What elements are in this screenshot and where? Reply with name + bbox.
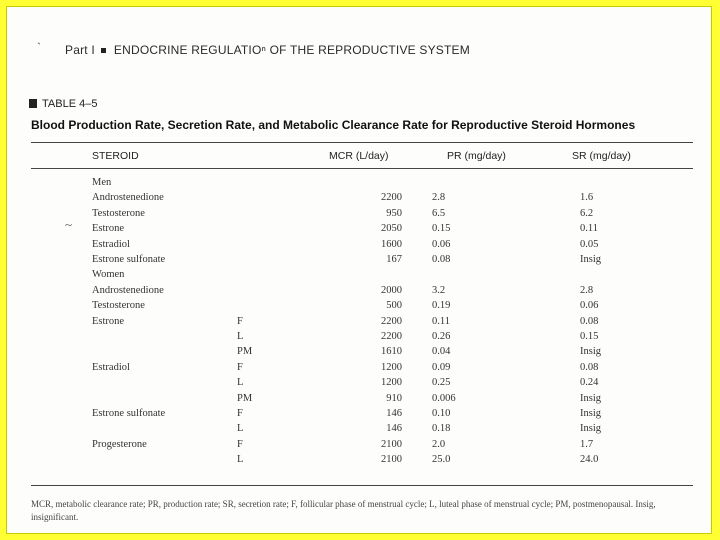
mcr-cell: 2100: [381, 454, 402, 466]
table-row: [7, 346, 712, 361]
steroid-cell: Estrone: [92, 315, 125, 327]
pr-cell: 0.18: [432, 423, 451, 435]
sr-cell: 0.08: [580, 315, 599, 327]
col-header-sr: SR (mg/day): [572, 150, 631, 162]
steroid-cell: Women: [92, 269, 125, 281]
mcr-cell: 2000: [381, 284, 402, 296]
scribble-mark: ~: [65, 217, 73, 232]
bullet-square-icon: [101, 48, 106, 53]
phase-cell: PM: [237, 346, 253, 358]
table-title: Blood Production Rate, Secretion Rate, and Metabolic Clearance Rate for Reproductive Steroid Hormones: [31, 118, 636, 132]
mcr-cell: 1610: [381, 346, 402, 358]
table-row: [7, 408, 712, 423]
table-row: [7, 285, 712, 300]
table-row: [7, 192, 712, 207]
steroid-cell: Testosterone: [92, 300, 145, 312]
mcr-cell: 146: [386, 423, 402, 435]
table-row: [7, 223, 712, 238]
bottom-rule: [31, 485, 693, 486]
mcr-cell: 950: [386, 207, 402, 219]
steroid-cell: Androstenedione: [92, 192, 164, 204]
sr-cell: 6.2: [580, 207, 594, 219]
mcr-cell: 2050: [381, 223, 402, 235]
pr-cell: 25.0: [432, 454, 451, 466]
steroid-cell: Androstenedione: [92, 284, 164, 296]
sr-cell: 0.05: [580, 238, 599, 250]
table-row: [7, 331, 712, 346]
phase-cell: F: [237, 438, 243, 450]
sr-cell: 1.7: [580, 438, 594, 450]
phase-cell: F: [237, 315, 243, 327]
header-rule: [31, 168, 693, 169]
mcr-cell: 500: [386, 300, 402, 312]
pr-cell: 0.006: [432, 392, 456, 404]
mcr-cell: 910: [386, 392, 402, 404]
pr-cell: 0.09: [432, 361, 451, 373]
phase-cell: L: [237, 454, 244, 466]
phase-cell: PM: [237, 392, 253, 404]
sr-cell: Insig: [580, 408, 601, 419]
pr-cell: 2.8: [432, 192, 446, 204]
part-label: Part I: [65, 43, 95, 57]
footnote: MCR, metabolic clearance rate; PR, production rate; SR, secretion rate; F, follicular phase of menstrual cycle; L, luteal phase of menstrual cycle; PM, postmenopausal. Insig, insignificant.: [31, 499, 656, 522]
top-rule: [31, 142, 693, 143]
table-row: [7, 254, 712, 269]
table-row: [7, 269, 712, 284]
mcr-cell: 2200: [381, 192, 402, 204]
sr-cell: 0.06: [580, 300, 599, 312]
sr-cell: 1.6: [580, 192, 594, 204]
col-header-mcr: MCR (L/day): [329, 150, 389, 162]
sr-cell: 24.0: [580, 454, 599, 466]
sr-cell: 0.15: [580, 331, 599, 342]
sr-cell: 2.8: [580, 284, 594, 296]
mcr-cell: 1200: [381, 377, 402, 389]
mcr-cell: 2200: [381, 331, 402, 342]
table-row: [7, 377, 712, 392]
steroid-cell: Estrone sulfonate: [92, 408, 166, 419]
col-header-pr: PR (mg/day): [447, 150, 506, 162]
table-row: [7, 316, 712, 331]
pr-cell: 0.08: [432, 254, 451, 265]
mcr-cell: 1200: [381, 361, 402, 373]
steroid-cell: Estrone sulfonate: [92, 254, 166, 265]
table-square-icon: [29, 99, 37, 108]
pr-cell: 3.2: [432, 284, 446, 296]
mcr-cell: 1600: [381, 238, 402, 250]
sr-cell: Insig: [580, 346, 601, 358]
steroid-cell: Progesterone: [92, 438, 147, 450]
mcr-cell: 2200: [381, 315, 402, 327]
steroid-cell: Men: [92, 177, 112, 188]
mcr-cell: 167: [386, 254, 402, 265]
phase-cell: L: [237, 331, 244, 342]
table-row: [7, 177, 712, 192]
table-row: [7, 208, 712, 223]
pr-cell: 0.11: [432, 315, 450, 327]
pr-cell: 0.10: [432, 408, 451, 419]
pr-cell: 0.25: [432, 377, 451, 389]
table-row: [7, 439, 712, 454]
page-mark: `: [37, 40, 41, 54]
chapter-title: ENDOCRINE REGULATIOⁿ OF THE REPRODUCTIVE SYSTEM: [113, 43, 470, 57]
table-row: [7, 300, 712, 315]
phase-cell: F: [237, 361, 243, 373]
pr-cell: 0.04: [432, 346, 451, 358]
sr-cell: Insig: [580, 423, 601, 435]
col-header-steroid: STEROID: [92, 150, 139, 162]
page: [6, 6, 712, 534]
table-row: [7, 239, 712, 254]
mcr-cell: 2100: [381, 438, 402, 450]
pr-cell: 0.06: [432, 238, 451, 250]
pr-cell: 0.26: [432, 331, 451, 342]
table-row: [7, 423, 712, 438]
table-number: TABLE 4–5: [42, 98, 98, 110]
phase-cell: L: [237, 423, 244, 435]
steroid-cell: Estradiol: [92, 238, 130, 250]
mcr-cell: 146: [386, 408, 402, 419]
phase-cell: L: [237, 377, 244, 389]
table-row: [7, 454, 712, 469]
running-header: [65, 43, 470, 57]
steroid-cell: Testosterone: [92, 207, 145, 219]
pr-cell: 0.15: [432, 223, 451, 235]
pr-cell: 6.5: [432, 207, 446, 219]
pr-cell: 0.19: [432, 300, 451, 312]
table-row: [7, 362, 712, 377]
table-row: [7, 393, 712, 408]
steroid-cell: Estrone: [92, 223, 125, 235]
sr-cell: Insig: [580, 254, 601, 265]
sr-cell: Insig: [580, 392, 601, 404]
sr-cell: 0.11: [580, 223, 598, 235]
pr-cell: 2.0: [432, 438, 446, 450]
table-label: [29, 98, 97, 110]
sr-cell: 0.24: [580, 377, 599, 389]
steroid-cell: Estradiol: [92, 361, 130, 373]
phase-cell: F: [237, 408, 243, 419]
sr-cell: 0.08: [580, 361, 599, 373]
